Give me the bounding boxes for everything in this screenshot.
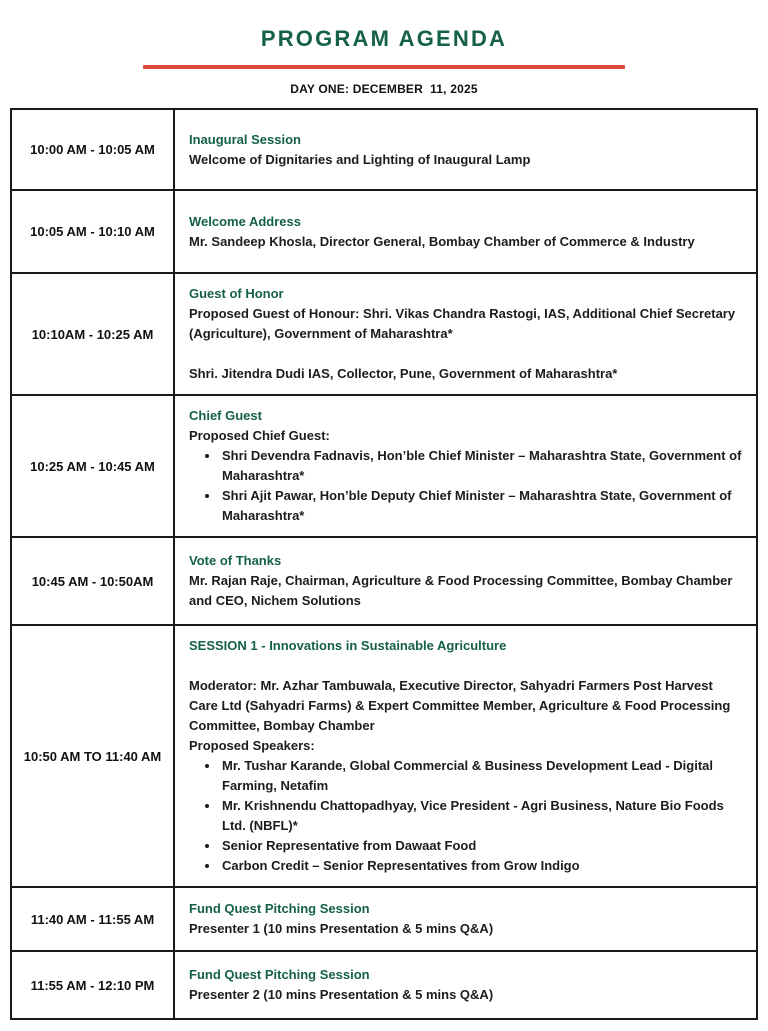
session-title: Inaugural Session — [189, 131, 301, 147]
session-cell — [175, 888, 756, 950]
session-text: Proposed Guest of Honour: Shri. Vikas Chandra Rastogi, IAS, Additional Chief Secretary (Agriculture), Government of Maharashtra* — [189, 306, 736, 341]
time-cell: 10:50 AM TO 11:40 AM — [12, 626, 175, 886]
time-cell: 10:45 AM - 10:50AM — [12, 538, 175, 624]
session-text: Presenter 2 (10 mins Presentation & 5 mins Q&A) — [189, 987, 494, 1002]
session-text: Presenter 1 (10 mins Presentation & 5 mins Q&A) — [189, 921, 494, 936]
session-title: Welcome Address — [189, 213, 301, 229]
agenda-row — [12, 952, 756, 1018]
agenda-row — [12, 396, 756, 538]
speaker-item: • Carbon Credit – Senior Representatives from Grow Indigo — [220, 856, 742, 876]
time-cell: 11:40 AM - 11:55 AM — [12, 888, 175, 950]
day-subtitle: DAY ONE: DECEMBER 11, 2025 — [290, 82, 478, 96]
time-cell: 11:55 AM - 12:10 PM — [12, 952, 175, 1018]
agenda-row — [12, 110, 756, 191]
page-header — [0, 0, 768, 96]
agenda-row — [12, 191, 756, 274]
session-cell — [175, 274, 756, 394]
title-divider — [143, 65, 625, 69]
session-cell — [175, 110, 756, 189]
session-text: Shri. Jitendra Dudi IAS, Collector, Pune, Government of Maharashtra* — [189, 366, 618, 381]
agenda-row — [12, 538, 756, 626]
agenda-row — [12, 888, 756, 952]
session-cell — [175, 191, 756, 272]
speaker-item: • Mr. Krishnendu Chattopadhyay, Vice President - Agri Business, Nature Bio Foods Ltd. (NBFL)* — [220, 796, 742, 836]
spacer — [189, 656, 742, 676]
session-title: Vote of Thanks — [189, 553, 282, 568]
session-title: Guest of Honor — [189, 286, 284, 301]
session-cell — [175, 626, 756, 886]
session-text: Proposed Speakers: — [189, 738, 315, 753]
session-text: Mr. Sandeep Khosla, Director General, Bombay Chamber of Commerce & Industry — [189, 233, 695, 249]
agenda-row — [12, 626, 756, 888]
speaker-list — [189, 756, 742, 876]
session-text: Welcome of Dignitaries and Lighting of Inaugural Lamp — [189, 151, 531, 167]
time-cell: 10:25 AM - 10:45 AM — [12, 396, 175, 536]
speaker-item: • Shri Ajit Pawar, Hon’ble Deputy Chief Minister – Maharashtra State, Government of Maharashtra* — [220, 486, 742, 526]
session-text: Proposed Chief Guest: — [189, 428, 330, 443]
speaker-list — [189, 446, 742, 526]
session-title: Chief Guest — [189, 408, 262, 423]
session-cell — [175, 538, 756, 624]
speaker-item: • Mr. Tushar Karande, Global Commercial & Business Development Lead - Digital Farming, Netafim — [220, 756, 742, 796]
spacer — [189, 344, 742, 364]
session-title: Fund Quest Pitching Session — [189, 901, 370, 916]
session-cell — [175, 396, 756, 536]
time-cell: 10:10AM - 10:25 AM — [12, 274, 175, 394]
speaker-item: • Senior Representative from Dawaat Food — [220, 836, 742, 856]
session-cell — [175, 952, 756, 1018]
session-title: Fund Quest Pitching Session — [189, 967, 370, 982]
session-text: Moderator: Mr. Azhar Tambuwala, Executive Director, Sahyadri Farmers Post Harvest Care Ltd (Sahyadri Farms) & Expert Committee Member, Agriculture & Food Processing Committee, Bombay Chamber — [189, 678, 731, 733]
session-title: SESSION 1 - Innovations in Sustainable Agriculture — [189, 638, 507, 653]
agenda-table — [10, 108, 758, 1020]
time-cell: 10:00 AM - 10:05 AM — [12, 110, 175, 189]
speaker-item: • Shri Devendra Fadnavis, Hon’ble Chief Minister – Maharashtra State, Government of Maharashtra* — [220, 446, 742, 486]
time-cell: 10:05 AM - 10:10 AM — [12, 191, 175, 272]
page-title: PROGRAM AGENDA — [260, 26, 508, 51]
session-text: Mr. Rajan Raje, Chairman, Agriculture & Food Processing Committee, Bombay Chamber and CEO, Nichem Solutions — [189, 573, 733, 608]
agenda-row — [12, 274, 756, 396]
